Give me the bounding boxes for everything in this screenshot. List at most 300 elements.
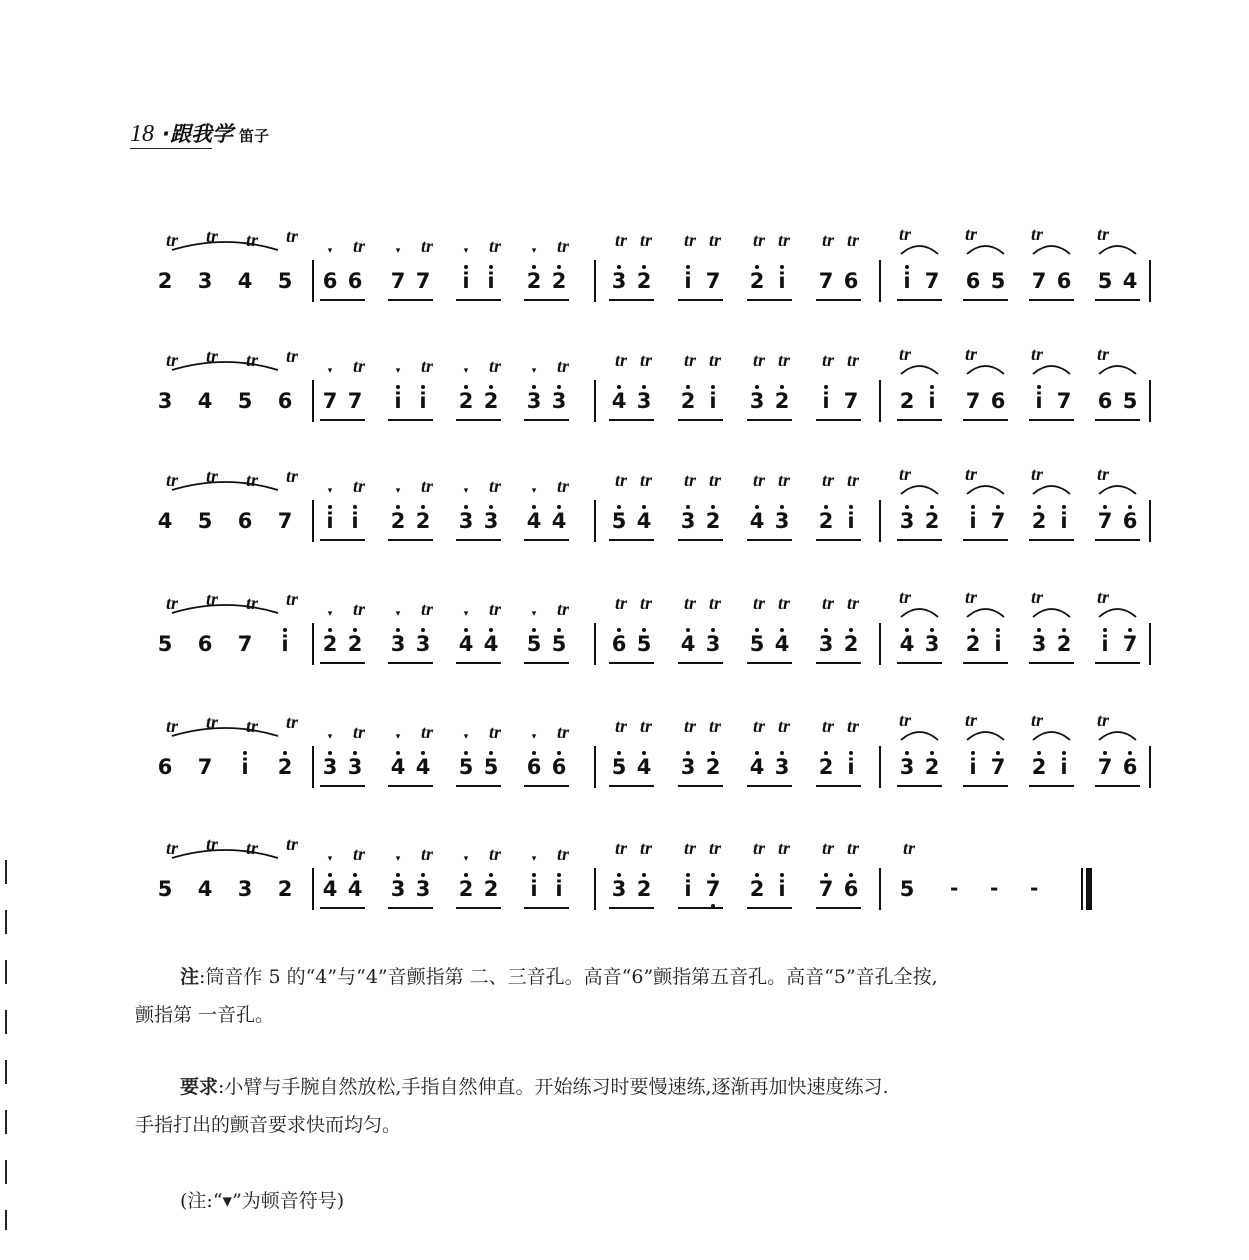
trill-mark: tr: [285, 834, 298, 854]
note: 7: [415, 269, 431, 293]
trill-mark: tr: [1096, 224, 1109, 244]
note: 4: [634, 508, 654, 534]
trill-mark: tr: [821, 593, 834, 613]
note: 4: [197, 877, 213, 901]
note: 3: [456, 508, 476, 534]
beat-underline: [747, 419, 792, 421]
trill-mark: tr: [898, 224, 911, 244]
sustain-dash: -: [950, 876, 959, 900]
trill-mark: tr: [639, 470, 652, 490]
trill-mark: tr: [898, 587, 911, 607]
beat-underline: [897, 419, 942, 421]
note: 4: [747, 508, 767, 534]
note: 4: [1122, 269, 1138, 293]
note: 3: [320, 754, 340, 780]
staccato-mark: ▾: [463, 609, 469, 619]
note: 4: [609, 388, 629, 414]
note: i: [816, 388, 836, 414]
trill-mark: tr: [752, 470, 765, 490]
note: 5: [609, 754, 629, 780]
beat-underline: [524, 662, 569, 664]
note: 3: [922, 631, 942, 657]
score-row-5: [157, 708, 1155, 788]
trill-mark: tr: [846, 716, 859, 736]
trill-mark: tr: [821, 230, 834, 250]
note: 5: [899, 877, 915, 901]
note: i: [235, 754, 255, 780]
trill-mark: tr: [777, 470, 790, 490]
trill-mark: tr: [245, 350, 258, 370]
beat-underline: [388, 539, 433, 541]
trill-mark: tr: [683, 470, 696, 490]
note: 2: [277, 877, 293, 901]
note: 6: [1120, 754, 1140, 780]
note: 2: [922, 754, 942, 780]
trill-mark: tr: [420, 476, 433, 496]
note: 2: [634, 876, 654, 902]
trill-mark: tr: [488, 599, 501, 619]
page-number: 18: [130, 121, 154, 147]
beat-underline: [1095, 785, 1140, 787]
note: 5: [549, 631, 569, 657]
trill-mark: tr: [165, 716, 178, 736]
beat-underline: [1095, 662, 1140, 664]
trill-mark: tr: [1030, 344, 1043, 364]
note: i: [963, 754, 983, 780]
score-row-6: [157, 830, 1155, 910]
trill-mark: tr: [352, 356, 365, 376]
staccato-mark: ▾: [531, 246, 537, 256]
trill-mark: tr: [285, 466, 298, 486]
beat-underline: [320, 785, 365, 787]
trill-mark: tr: [285, 589, 298, 609]
trill-mark: tr: [846, 230, 859, 250]
staccato-mark: ▾: [395, 486, 401, 496]
note: 4: [897, 631, 917, 657]
beat-underline: [816, 662, 861, 664]
staccato-mark: ▾: [327, 732, 333, 742]
trill-mark: tr: [639, 350, 652, 370]
trill-mark: tr: [821, 838, 834, 858]
note: 7: [988, 754, 1008, 780]
trill-mark: tr: [683, 838, 696, 858]
trill-mark: tr: [352, 476, 365, 496]
note: 2: [634, 268, 654, 294]
note: i: [678, 268, 698, 294]
note: 2: [747, 268, 767, 294]
note: 6: [549, 754, 569, 780]
note: i: [275, 631, 295, 657]
note: 5: [237, 389, 253, 413]
requirement-line-1: [135, 1068, 1195, 1106]
slur-arc: [901, 732, 938, 740]
note: 4: [634, 754, 654, 780]
trill-mark: tr: [245, 230, 258, 250]
note: i: [772, 876, 792, 902]
note: 5: [277, 269, 293, 293]
trill-mark: tr: [846, 350, 859, 370]
trill-mark: tr: [1096, 587, 1109, 607]
trill-mark: tr: [708, 350, 721, 370]
note-label: 注: [180, 966, 200, 988]
beat-underline: [1029, 539, 1074, 541]
beat-underline: [456, 662, 501, 664]
note: 4: [772, 631, 792, 657]
note: 6: [1056, 269, 1072, 293]
beat-underline: [678, 299, 723, 301]
note: 3: [388, 876, 408, 902]
trill-mark: tr: [964, 344, 977, 364]
staccato-mark: ▾: [395, 854, 401, 864]
note: 3: [703, 631, 723, 657]
note: i: [456, 268, 476, 294]
note: 5: [157, 877, 173, 901]
trill-mark: tr: [846, 838, 859, 858]
note: 4: [456, 631, 476, 657]
trill-mark: tr: [165, 593, 178, 613]
beat-underline: [747, 539, 792, 541]
requirement-body-2: 手指打出的颤音要求快而均匀。: [135, 1114, 402, 1136]
note: 2: [1054, 631, 1074, 657]
staccato-mark: ▾: [531, 366, 537, 376]
slur-arc: [1033, 609, 1070, 617]
note: i: [481, 268, 501, 294]
note: 3: [481, 508, 501, 534]
trill-mark: tr: [1096, 344, 1109, 364]
note: 6: [524, 754, 544, 780]
note: 2: [1029, 508, 1049, 534]
beat-underline: [678, 907, 723, 909]
note: i: [549, 876, 569, 902]
slur-arc: [901, 609, 938, 617]
beat-underline: [609, 539, 654, 541]
beat-underline: [678, 785, 723, 787]
trill-mark: tr: [285, 226, 298, 246]
trill-mark: tr: [420, 599, 433, 619]
trill-mark: tr: [420, 844, 433, 864]
note: 6: [1120, 508, 1140, 534]
note: i: [524, 876, 544, 902]
note: 3: [609, 268, 629, 294]
staccato-mark: ▾: [327, 609, 333, 619]
beat-underline: [1095, 419, 1140, 421]
slur-arc: [901, 366, 938, 374]
note: 4: [388, 754, 408, 780]
note: 7: [988, 508, 1008, 534]
staccato-mark: ▾: [395, 246, 401, 256]
staccato-mark: ▾: [395, 609, 401, 619]
beat-underline: [609, 419, 654, 421]
trill-mark: tr: [205, 589, 218, 609]
beat-underline: [963, 785, 1008, 787]
note: 5: [990, 269, 1006, 293]
beat-underline: [678, 419, 723, 421]
trill-mark: tr: [752, 716, 765, 736]
note: i: [897, 268, 917, 294]
note: 7: [197, 755, 213, 779]
trill-mark: tr: [245, 716, 258, 736]
trill-mark: tr: [614, 716, 627, 736]
note: 6: [197, 632, 213, 656]
trill-mark: tr: [614, 470, 627, 490]
beat-underline: [897, 539, 942, 541]
note: 2: [703, 508, 723, 534]
beat-underline: [609, 907, 654, 909]
header-rule: [130, 148, 212, 149]
trill-mark: tr: [556, 844, 569, 864]
trill-mark: tr: [639, 593, 652, 613]
note: 7: [1120, 631, 1140, 657]
note: 7: [237, 632, 253, 656]
requirement-body: :小臂与手腕自然放松,手指自然伸直。开始练习时要慢速练,逐渐再加快速度练习.: [218, 1076, 889, 1098]
trill-mark: tr: [777, 716, 790, 736]
beat-underline: [524, 907, 569, 909]
note: 3: [747, 388, 767, 414]
trill-mark: tr: [1030, 464, 1043, 484]
note: 6: [843, 269, 859, 293]
note: 2: [481, 876, 501, 902]
note: 2: [456, 388, 476, 414]
note: 5: [634, 631, 654, 657]
note: 2: [413, 508, 433, 534]
beat-underline: [524, 419, 569, 421]
beat-underline: [897, 662, 942, 664]
book-title: ·跟我学: [162, 122, 233, 146]
trill-mark: tr: [205, 834, 218, 854]
note: 2: [388, 508, 408, 534]
note: 3: [524, 388, 544, 414]
trill-mark: tr: [488, 356, 501, 376]
trill-mark: tr: [614, 230, 627, 250]
note: 3: [549, 388, 569, 414]
note: i: [678, 876, 698, 902]
staccato-mark: ▾: [463, 854, 469, 864]
note: 3: [816, 631, 836, 657]
page-header: [130, 118, 269, 148]
note-body: :筒音作 5 的“4”与“4”音颤指第 二、三音孔。高音“6”颤指第五音孔。高音“5”音孔全按,: [199, 966, 938, 988]
note: 6: [157, 755, 173, 779]
trill-mark: tr: [1096, 464, 1109, 484]
trill-mark: tr: [683, 230, 696, 250]
beat-underline: [456, 539, 501, 541]
trill-mark: tr: [556, 722, 569, 742]
note: 3: [678, 508, 698, 534]
slur-arc: [1033, 486, 1070, 494]
beat-underline: [963, 662, 1008, 664]
beat-underline: [1029, 419, 1074, 421]
trill-mark: tr: [821, 716, 834, 736]
trill-mark: tr: [1096, 710, 1109, 730]
note: 4: [524, 508, 544, 534]
beat-underline: [388, 419, 433, 421]
note: 4: [549, 508, 569, 534]
trill-mark: tr: [352, 722, 365, 742]
trill-mark: tr: [245, 838, 258, 858]
beat-underline: [816, 907, 861, 909]
trill-mark: tr: [245, 593, 258, 613]
fingering-note: [135, 958, 1195, 1034]
note: 7: [924, 269, 940, 293]
note: 4: [413, 754, 433, 780]
sustain-dash: -: [1030, 876, 1039, 900]
staccato-mark: ▾: [327, 486, 333, 496]
note: 7: [705, 269, 721, 293]
note: 7: [277, 509, 293, 533]
beat-underline: [897, 785, 942, 787]
note: 2: [772, 388, 792, 414]
beat-underline: [816, 299, 861, 301]
note: 2: [816, 508, 836, 534]
note: 2: [703, 754, 723, 780]
note: 3: [897, 754, 917, 780]
note: 2: [275, 754, 295, 780]
requirement-label: 要求: [180, 1076, 219, 1098]
trill-mark: tr: [420, 356, 433, 376]
note: 2: [481, 388, 501, 414]
trill-mark: tr: [752, 838, 765, 858]
trill-mark: tr: [752, 593, 765, 613]
note: i: [772, 268, 792, 294]
note: 7: [1031, 269, 1047, 293]
beat-underline: [456, 299, 501, 301]
beat-underline: [747, 907, 792, 909]
slur-arc: [967, 246, 1004, 254]
note: 3: [609, 876, 629, 902]
note: 7: [703, 876, 723, 902]
beat-underline: [388, 907, 433, 909]
note: i: [1054, 754, 1074, 780]
beat-underline: [524, 539, 569, 541]
beat-underline: [524, 785, 569, 787]
beat-underline: [320, 539, 365, 541]
note: 6: [1097, 389, 1113, 413]
note: 5: [1097, 269, 1113, 293]
beat-underline: [456, 419, 501, 421]
beat-underline: [388, 785, 433, 787]
trill-mark: tr: [245, 470, 258, 490]
beat-underline: [816, 785, 861, 787]
trill-mark: tr: [205, 226, 218, 246]
beat-underline: [1095, 539, 1140, 541]
footnote: [180, 1182, 344, 1220]
note: 2: [678, 388, 698, 414]
beat-underline: [320, 662, 365, 664]
note: 7: [347, 389, 363, 413]
requirement-note: [135, 1068, 1195, 1144]
trill-mark: tr: [821, 350, 834, 370]
trill-mark: tr: [614, 593, 627, 613]
trill-mark: tr: [1030, 224, 1043, 244]
trill-mark: tr: [420, 722, 433, 742]
beat-underline: [816, 419, 861, 421]
trill-mark: tr: [352, 844, 365, 864]
note: i: [1095, 631, 1115, 657]
note: 4: [481, 631, 501, 657]
trill-mark: tr: [352, 236, 365, 256]
note: i: [841, 754, 861, 780]
beat-underline: [1095, 299, 1140, 301]
note: i: [388, 388, 408, 414]
beat-underline: [320, 907, 365, 909]
trill-mark: tr: [708, 838, 721, 858]
note: 2: [456, 876, 476, 902]
note: 2: [841, 631, 861, 657]
note: 6: [841, 876, 861, 902]
note: i: [320, 508, 340, 534]
beat-underline: [320, 299, 365, 301]
beat-underline: [963, 419, 1008, 421]
note: i: [1054, 508, 1074, 534]
slur-arc: [967, 366, 1004, 374]
staccato-mark: ▾: [463, 732, 469, 742]
trill-mark: tr: [708, 230, 721, 250]
beat-underline: [678, 539, 723, 541]
note: 2: [1029, 754, 1049, 780]
trill-mark: tr: [821, 470, 834, 490]
sustain-dash: -: [990, 876, 999, 900]
note: i: [988, 631, 1008, 657]
note: 3: [197, 269, 213, 293]
note-body-2: 颤指第 一音孔。: [135, 1004, 275, 1026]
trill-mark: tr: [708, 470, 721, 490]
note: 2: [320, 631, 340, 657]
slur-arc: [1033, 732, 1070, 740]
note: i: [703, 388, 723, 414]
trill-mark: tr: [964, 224, 977, 244]
trill-mark: tr: [683, 350, 696, 370]
note: 7: [818, 269, 834, 293]
note: 5: [481, 754, 501, 780]
note: 7: [1095, 508, 1115, 534]
slur-arc: [1099, 732, 1136, 740]
footnote-text: (注:“▾”为顿音符号): [180, 1190, 345, 1212]
slur-arc: [901, 246, 938, 254]
staccato-mark: ▾: [531, 732, 537, 742]
slur-arc: [967, 486, 1004, 494]
note: 3: [634, 388, 654, 414]
note: i: [413, 388, 433, 414]
trill-mark: tr: [898, 344, 911, 364]
trill-mark: tr: [1030, 587, 1043, 607]
trill-mark: tr: [285, 712, 298, 732]
score-row-2: [157, 342, 1155, 422]
trill-mark: tr: [488, 236, 501, 256]
slur-arc: [967, 609, 1004, 617]
note: i: [963, 508, 983, 534]
margin-marks: [0, 850, 12, 1230]
note: 4: [747, 754, 767, 780]
trill-mark: tr: [964, 464, 977, 484]
trill-mark: tr: [165, 230, 178, 250]
trill-mark: tr: [556, 599, 569, 619]
beat-underline: [678, 662, 723, 664]
trill-mark: tr: [639, 230, 652, 250]
beat-underline: [747, 299, 792, 301]
trill-mark: tr: [285, 346, 298, 366]
note: 6: [990, 389, 1006, 413]
staccato-mark: ▾: [531, 854, 537, 864]
trill-mark: tr: [488, 476, 501, 496]
note: 6: [965, 269, 981, 293]
note: 2: [899, 389, 915, 413]
trill-mark: tr: [639, 838, 652, 858]
trill-mark: tr: [846, 593, 859, 613]
trill-mark: tr: [777, 350, 790, 370]
staccato-mark: ▾: [395, 366, 401, 376]
note: 4: [157, 509, 173, 533]
note: 2: [549, 268, 569, 294]
trill-mark: tr: [165, 350, 178, 370]
